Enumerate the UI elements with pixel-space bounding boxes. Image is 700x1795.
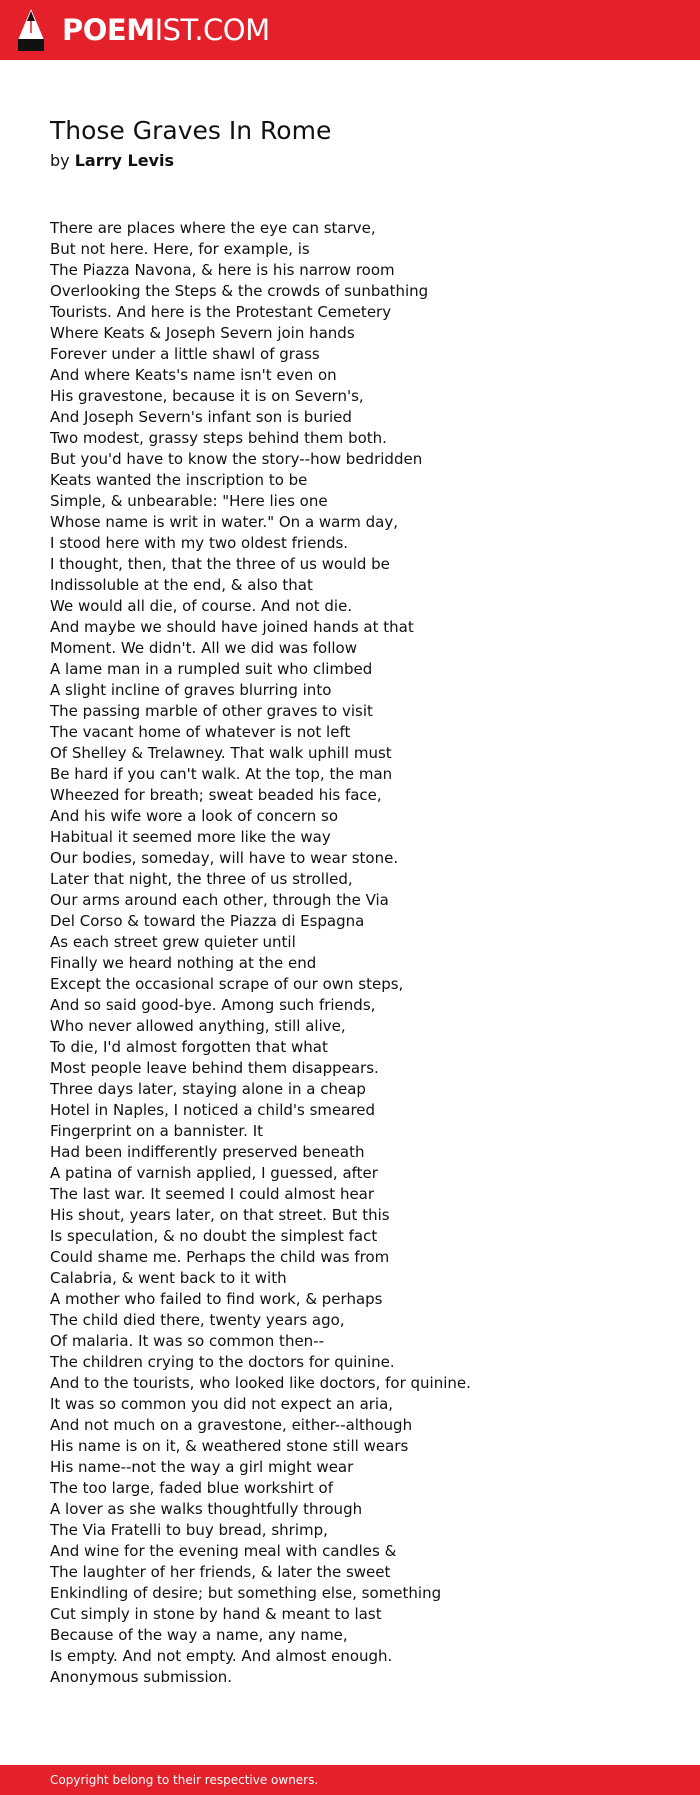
poem-line: The too large, faded blue workshirt of xyxy=(50,1479,333,1497)
poem-line: Could shame me. Perhaps the child was from xyxy=(50,1248,390,1266)
site-footer xyxy=(0,1765,700,1795)
poem-line: His shout, years later, on that street. But this xyxy=(50,1206,390,1224)
poem-line: Anonymous submission. xyxy=(50,1668,233,1686)
poem-line: A mother who failed to find work, & perhaps xyxy=(50,1290,383,1308)
poem-line: Except the occasional scrape of our own steps, xyxy=(50,975,404,993)
poem-line: The child died there, twenty years ago, xyxy=(50,1311,345,1329)
poem-line: The laughter of her friends, & later the sweet xyxy=(50,1563,391,1581)
poem-line: Is speculation, & no doubt the simplest fact xyxy=(50,1227,378,1245)
poem-line: Cut simply in stone by hand & meant to last xyxy=(50,1605,382,1623)
pen-nib-icon xyxy=(18,9,44,51)
poem-line: Whose name is writ in water." On a warm day, xyxy=(50,513,399,531)
poem-line: As each street grew quieter until xyxy=(50,933,296,951)
poem-line: Our bodies, someday, will have to wear stone. xyxy=(50,849,399,867)
poem-author: Larry Levis xyxy=(74,151,174,170)
poem-line: To die, I'd almost forgotten that what xyxy=(50,1038,328,1056)
poem-line: Keats wanted the inscription to be xyxy=(50,471,308,489)
poem-line: But you'd have to know the story--how bedridden xyxy=(50,450,423,468)
poem-line: The vacant home of whatever is not left xyxy=(50,723,351,741)
poem-line: Most people leave behind them disappears. xyxy=(50,1059,379,1077)
poem-line: Be hard if you can't walk. At the top, the man xyxy=(50,765,393,783)
poem-line: A lover as she walks thoughtfully through xyxy=(50,1500,363,1518)
byline-prefix: by xyxy=(50,151,70,170)
poem-title: Those Graves In Rome xyxy=(50,116,332,145)
poem-line: Fingerprint on a bannister. It xyxy=(50,1122,264,1140)
poem-line: Three days later, staying alone in a cheap xyxy=(50,1080,366,1098)
poem-byline xyxy=(50,150,670,172)
poem-line: Is empty. And not empty. And almost enough. xyxy=(50,1647,393,1665)
poem-line: And so said good-bye. Among such friends, xyxy=(50,996,376,1014)
poem-line: I thought, then, that the three of us would be xyxy=(50,555,390,573)
poem-line: I stood here with my two oldest friends. xyxy=(50,534,349,552)
poem-line: And where Keats's name isn't even on xyxy=(50,366,337,384)
poem-line: Del Corso & toward the Piazza di Espagna xyxy=(50,912,365,930)
poem-heading xyxy=(50,112,670,172)
poem-line: And wine for the evening meal with candles & xyxy=(50,1542,397,1560)
poem-line: The children crying to the doctors for quinine. xyxy=(50,1353,395,1371)
poem-line: Two modest, grassy steps behind them both. xyxy=(50,429,387,447)
poem-line: Had been indifferently preserved beneath xyxy=(50,1143,365,1161)
poem-line: Hotel in Naples, I noticed a child's smeared xyxy=(50,1101,376,1119)
site-logo-text xyxy=(62,9,270,51)
poem-body xyxy=(50,218,670,1688)
poem-line: The Via Fratelli to buy bread, shrimp, xyxy=(50,1521,328,1539)
poem-line: And maybe we should have joined hands at that xyxy=(50,618,414,636)
poem-line: Simple, & unbearable: "Here lies one xyxy=(50,492,328,510)
poem-line: It was so common you did not expect an aria, xyxy=(50,1395,394,1413)
poem-line: But not here. Here, for example, is xyxy=(50,240,310,258)
poem-line: Who never allowed anything, still alive, xyxy=(50,1017,346,1035)
poem-line: Of Shelley & Trelawney. That walk uphill must xyxy=(50,744,392,762)
poem-line: His name--not the way a girl might wear xyxy=(50,1458,354,1476)
poem-line: Where Keats & Joseph Severn join hands xyxy=(50,324,355,342)
poem-line: His gravestone, because it is on Severn's, xyxy=(50,387,364,405)
poem-line: Because of the way a name, any name, xyxy=(50,1626,348,1644)
poem-line: Moment. We didn't. All we did was follow xyxy=(50,639,357,657)
poem-line: Wheezed for breath; sweat beaded his face, xyxy=(50,786,382,804)
poem-line: Later that night, the three of us strolled, xyxy=(50,870,353,888)
copyright-text: Copyright belong to their respective owners. xyxy=(50,1773,319,1787)
poem-line: Forever under a little shawl of grass xyxy=(50,345,320,363)
poem-line: Our arms around each other, through the Via xyxy=(50,891,389,909)
poem-line: Tourists. And here is the Protestant Cemetery xyxy=(50,303,392,321)
poem-line: A slight incline of graves blurring into xyxy=(50,681,332,699)
poem-line: Indissoluble at the end, & also that xyxy=(50,576,313,594)
site-logo[interactable] xyxy=(18,9,270,51)
poem-line: And to the tourists, who looked like doctors, for quinine. xyxy=(50,1374,471,1392)
poem-line: The last war. It seemed I could almost hear xyxy=(50,1185,375,1203)
logo-wordmark-bold: POEM xyxy=(62,13,155,47)
poem-line: And Joseph Severn's infant son is buried xyxy=(50,408,352,426)
poem-line: Of malaria. It was so common then-- xyxy=(50,1332,325,1350)
poem-line: Habitual it seemed more like the way xyxy=(50,828,331,846)
poem-line: The passing marble of other graves to visit xyxy=(50,702,373,720)
poem-line: We would all die, of course. And not die. xyxy=(50,597,353,615)
poem-line: The Piazza Navona, & here is his narrow room xyxy=(50,261,395,279)
poem-line: Enkindling of desire; but something else, something xyxy=(50,1584,442,1602)
logo-wordmark-light: IST.COM xyxy=(154,13,270,47)
poem-line: And his wife wore a look of concern so xyxy=(50,807,339,825)
poem-line: His name is on it, & weathered stone still wears xyxy=(50,1437,409,1455)
poem-line: A patina of varnish applied, I guessed, after xyxy=(50,1164,378,1182)
poem-line: Overlooking the Steps & the crowds of sunbathing xyxy=(50,282,429,300)
poem-line: And not much on a gravestone, either--although xyxy=(50,1416,413,1434)
poem-line: A lame man in a rumpled suit who climbed xyxy=(50,660,373,678)
poem-line: Finally we heard nothing at the end xyxy=(50,954,317,972)
poem-line: There are places where the eye can starve, xyxy=(50,219,376,237)
site-header xyxy=(0,0,700,60)
poem-line: Calabria, & went back to it with xyxy=(50,1269,287,1287)
